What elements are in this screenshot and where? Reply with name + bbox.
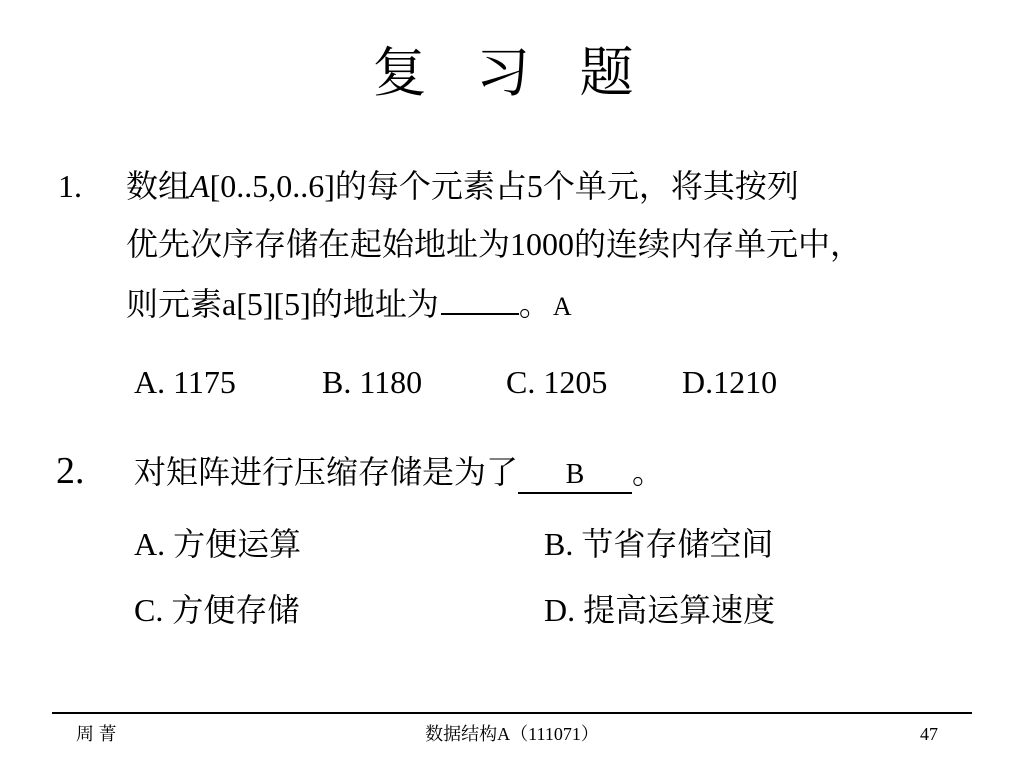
footer-divider — [52, 712, 972, 714]
question-2-number: 2. — [56, 450, 85, 492]
question-2-option-a: A. 方便运算 — [134, 526, 302, 562]
footer-page-number: 47 — [920, 724, 938, 744]
question-1-line-1-prefix: 数组 — [126, 168, 191, 204]
question-1-line-1-rest: [0..5,0..6]的每个元素占5个单元，将其按列 — [209, 168, 799, 204]
question-1-line-3-text: 则元素a[5][5]的地址为 — [126, 286, 439, 322]
answer-blank-1 — [441, 283, 519, 315]
question-1-option-a: A. 1175 — [134, 364, 236, 400]
question-1-line-1 — [126, 164, 799, 208]
question-1-answer: A — [552, 292, 572, 321]
question-2-text — [134, 450, 664, 494]
question-2-option-d: D. 提高运算速度 — [544, 592, 776, 628]
answer-blank-2: B — [518, 458, 632, 494]
array-variable: A — [190, 168, 210, 204]
footer-course: 数据结构A（111071） — [425, 724, 599, 744]
question-1-option-c: C. 1205 — [506, 364, 608, 400]
question-1-period: 。 — [518, 286, 551, 322]
footer-author: 周 菁 — [76, 724, 117, 744]
question-1-number: 1. — [58, 168, 82, 204]
question-1-line-3 — [126, 282, 572, 329]
slide-title: 复 习 题 — [372, 43, 652, 103]
question-1-option-d: D.1210 — [682, 364, 778, 400]
question-1-option-b: B. 1180 — [322, 364, 423, 400]
question-2-prompt: 对矩阵进行压缩存储是为了 — [134, 454, 519, 490]
question-1-line-2: 优先次序存储在起始地址为1000的连续内存单元中， — [126, 226, 863, 262]
question-2-option-b: B. 节省存储空间 — [544, 526, 774, 562]
question-2-period: 。 — [632, 454, 665, 490]
question-2-option-c: C. 方便存储 — [134, 592, 300, 628]
